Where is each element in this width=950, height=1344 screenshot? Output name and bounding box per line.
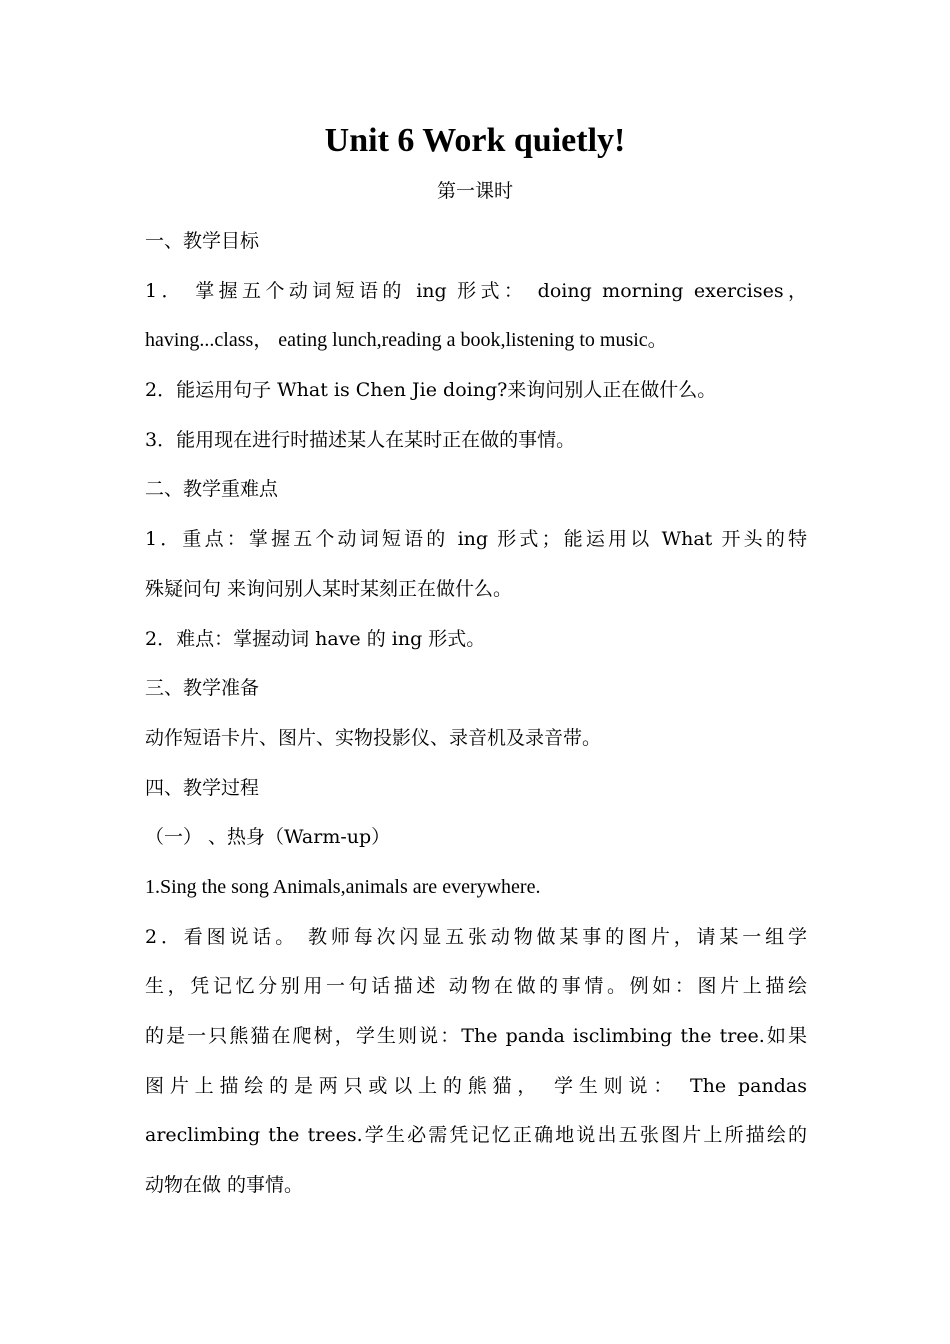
objective-3: 3．能用现在进行时描述某人在某时正在做的事情。: [145, 428, 576, 451]
key-point-1-line-1: 1．重点：掌握五个动词短语的 ing 形式；能运用以 What 开头的特: [145, 528, 807, 551]
warm-up-step-2-line-1: 2．看图说话。 教师每次闪显五张动物做某事的图片，请某一组学: [145, 925, 807, 948]
lesson-subtitle: 第一课时: [436, 180, 513, 202]
key-point-1-line-2: 殊疑问句 来询问别人某时某刻正在做什么。: [145, 577, 513, 600]
document-title: Unit 6 Work quietly!: [324, 122, 626, 159]
section-heading-preparation: 三、教学准备: [145, 677, 260, 700]
objective-2: 2．能运用句子 What is Chen Jie doing?来询问别人正在做什么。: [145, 379, 717, 402]
preparation-text: 动作短语卡片、图片、实物投影仪、录音机及录音带。: [145, 726, 602, 749]
warm-up-step-1: 1.Sing the song Animals,animals are everywhere.: [145, 875, 541, 898]
section-heading-process: 四、教学过程: [145, 776, 260, 799]
warm-up-step-2-line-6: 动物在做 的事情。: [145, 1174, 304, 1197]
section-heading-key-points: 二、教学重难点: [145, 478, 279, 501]
key-point-2: 2．难点：掌握动词 have 的 ing 形式。: [145, 627, 486, 650]
warm-up-step-2-line-3: 的是一只熊猫在爬树，学生则说：The panda isclimbing the tree.如果: [145, 1025, 807, 1047]
warm-up-step-2-line-2: 生，凭记忆分别用一句话描述 动物在做的事情。例如：图片上描绘: [145, 975, 807, 998]
subsection-warm-up: （一） 、热身（Warm-up）: [145, 826, 391, 849]
objective-1-line-2: having...class， eating lunch,reading a book,listening to music。: [145, 329, 668, 352]
warm-up-step-2-line-5: areclimbing the trees.学生必需凭记忆正确地说出五张图片上所描绘的: [145, 1124, 807, 1147]
section-heading-objectives: 一、教学目标: [145, 230, 260, 252]
warm-up-step-2-line-4: 图片上描绘的是两只或以上的熊猫， 学生则说： The pandas: [145, 1074, 807, 1097]
document-body: [145, 222, 807, 1216]
objective-1-line-1: 1． 掌握五个动词短语的 ing 形式： doing morning exercises，: [145, 279, 807, 302]
